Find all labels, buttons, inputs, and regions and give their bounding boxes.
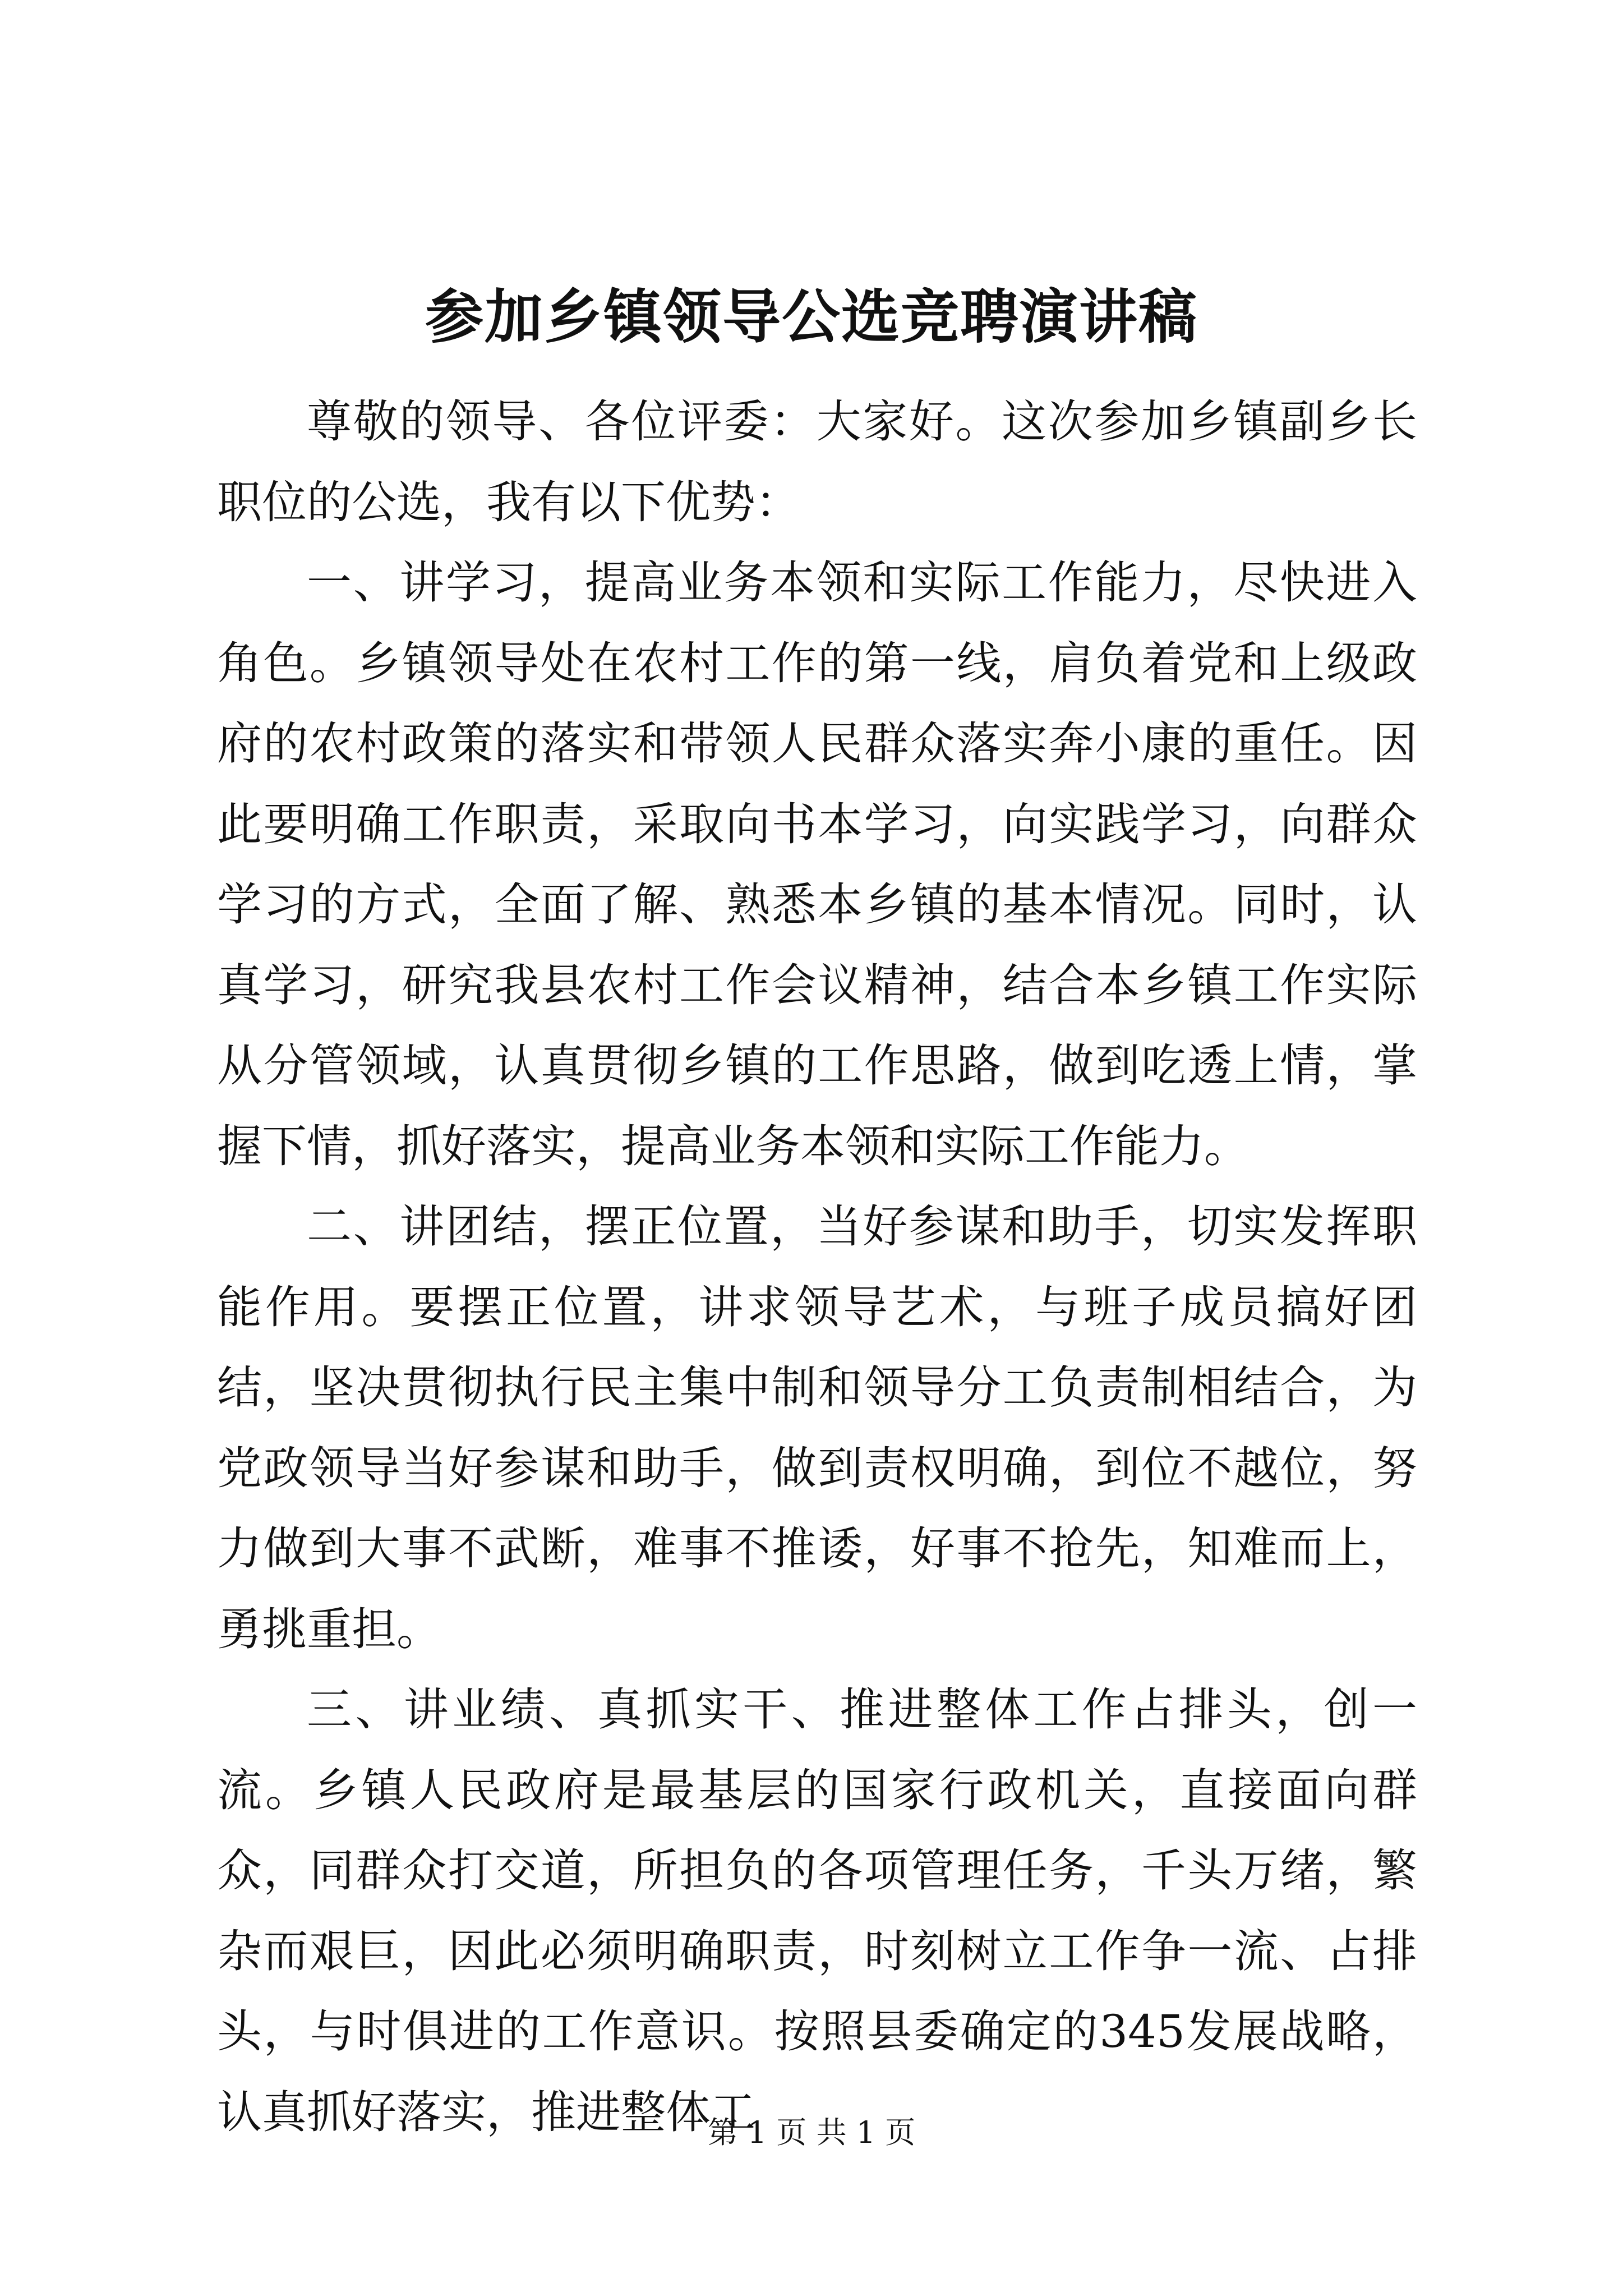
paragraph-section-one: 一、讲学习，提高业务本领和实际工作能力，尽快进入角色。乡镇领导处在农村工作的第一线，肩负着党和上级政府的农村政策的落实和带领人民群众落实奔小康的重任。因此要明确工作职责，采取向书本学习，向实践学习，向群众学习的方式，全面了解、熟悉本乡镇的基本情况。同时，认真学习，研究我县农村工作会议精神，结合本乡镇工作实际从分管领域，认真贯彻乡镇的工作思路，做到吃透上情，掌握下情，抓好落实，提高业务本领和实际工作能力。 — [217, 556, 1417, 1172]
page-number-footer: 第 1 页 共 1 页 — [707, 2115, 916, 2150]
paragraph-section-two: 二、讲团结，摆正位置，当好参谋和助手，切实发挥职能作用。要摆正位置，讲求领导艺术，与班子成员搞好团结，坚决贯彻执行民主集中制和领导分工负责制相结合，为党政领导当好参谋和助手，做到责权明确，到位不越位，努力做到大事不武断，难事不推诿，好事不抢先，知难而上，勇挑重担。 — [217, 1200, 1417, 1655]
document-title: 参加乡镇领导公选竞聘演讲稿 — [425, 282, 1198, 351]
paragraph-greeting: 尊敬的领导、各位评委：大家好。这次参加乡镇副乡长职位的公选，我有以下优势： — [217, 395, 1417, 528]
paragraph-section-three: 三、讲业绩、真抓实干、推进整体工作占排头，创一流。乡镇人民政府是最基层的国家行政机关，直接面向群众，同群众打交道，所担负的各项管理任务，千头万绪，繁杂而艰巨，因此必须明确职责，时刻树立工作争一流、占排头，与时俱进的工作意识。按照县委确定的345发展战略，认真抓好落实，推进整体工 — [217, 1683, 1417, 2138]
document-body — [217, 381, 1417, 2152]
